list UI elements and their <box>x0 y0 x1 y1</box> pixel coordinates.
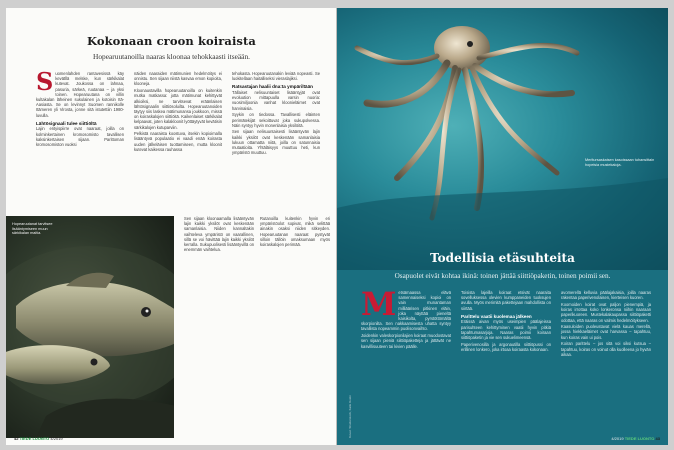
paragraph: Sen sijaan nelisuuntaisesti lisääntyvän lajin kaikki yksilöt ovat keskenään samanlaisia lukuun ottamatta niitä, joilla on satunnaisia mutaatioita. Yhtäläisyys muuttuu heti, kun ympäristö muuttuu. <box>232 129 320 156</box>
octopus <box>357 26 577 218</box>
paragraph: Tällaiset nelisuuntaiset lisääntyjät ovat evoluution mittapuulla varsin nuoria: vuosimiljoonia vanhat kloonieläimet ovat harvinaisia. <box>232 90 320 111</box>
issue-number: 4/2019 <box>611 436 624 441</box>
photo-credit: Kuvat: Shutterstock, Kalle Koski <box>348 395 352 438</box>
paragraph: avomerellä kelluvia päälajakaisia, joilla naaras rakentaa paperivenolaisen, kierteisen kuoren. <box>561 290 651 301</box>
subheading: Ratsastajan haalii dna:ta ympäriltään <box>232 84 313 90</box>
subheading: Lähtösignaali tulee siittiöltä <box>36 120 97 126</box>
dropcap: S <box>36 67 54 96</box>
paragraph: uomenlahden rantavesissä käy kevätllä melske, kun särkikalat kutevat. Joukossa on lahnaa, pasuria, särkeä, ruutanaa – ja yksi toinen. Hopearuutana on villin kultakalan läheinen sukulainen ja kotoisin Itä-Aasiasta. Se on levinnyt Suomen rannikolle Itämeren yli Virosta, jonne sitä istutettiin 1980-luvulla. <box>36 71 124 118</box>
dropcap: M <box>361 285 397 323</box>
paragraph: Toisista lajeilla koiraat etsivät naaraita sovelluksessa olevien kumppaneiden tuoksujen avulla. Myös merimitä pakettejaan mahdollista on siirtää. <box>461 290 551 311</box>
left-column-2 <box>134 71 222 154</box>
right-page <box>337 8 668 445</box>
page-number: 42 <box>14 436 19 441</box>
brand-name: TIEDE LUONTO <box>19 436 50 441</box>
paragraph: Pelkistä naaraista koostuva, itsekin kopioimalla lisääntyvä populaatio ei vaadi enää koirasta uuden jälkeläisen tuottamiseen, mutta kloonit kutevat kaikessa rauhassa <box>134 131 222 152</box>
octopus-photo <box>337 8 668 270</box>
left-page <box>6 8 337 445</box>
lower-column-2: Rutanoilla kuitenkin hyvin eri ympäristöolot sopivat, mikä selittää ainakin osaksi niiden sitkeyden. Hopearuutanan naaraat pystyvät silloin tällöin omaksumaan myös koiraskalojen perimää. <box>260 216 330 248</box>
right-page-title: Todellisia etäsuhteita <box>430 251 575 265</box>
octopus-eye <box>467 41 473 47</box>
subheading: Parittelu vaatii kuolemaa jälkeen <box>461 313 532 319</box>
paragraph: näiden naaraiden mätimunien hedelmöitys ei onnistu. Sen sijaan niistä kasvaa emon kopioita, klooneja. <box>134 71 222 87</box>
right-column-3 <box>561 290 651 358</box>
paragraph: Eräissä aivan myös useimpien päälajeissa parisuhteen kehittyminen vaatii hyvin pitkiä tapahtumasarjoja. Naaras poimii koiraan siittiöpaketin ja vie sen sukuelimeensä. <box>461 319 551 341</box>
issue-number: 4/2019 <box>50 436 63 441</box>
left-folio <box>14 436 63 441</box>
lower-column-1: Sen sijaan kloonaamalla lisääntyvän lajin kaikki yksilöt ovat keskenään samanlaisia. Niiden kannaltakin vaihteleva ympäristö on vaarallinen, sillä se voi hävittää lajin kaikki yksilöt kerralla. Sukupuolisesti lisääntyvillä on enemmän vaihtelua. <box>184 216 254 253</box>
paragraph: Kloonaustavilla hopearuutanoilla on kuitenkin mutka matkassa: jotta mätimunat kehittyvät alkioiksi, ne tarvitsevat eräänlaisen lähtösignaalin siittiösoluilta. Hopearuutanoiden täytyy siis laskea mätimunansa joukkoon, missä on koiraskalojen siittiöitä. Kaikenlaiset särkikalat kelpaavat, joten kalakloonit lyöttäytyvät kevätisin särkikalojen kutuparviin. <box>134 88 222 130</box>
paragraph: Koomoiden koirat ovat paljon pienempiä, ja koiras irrottaa koko lonkeronsa niihin naaraan paperikuoreen. Mustekalakaupassa siittiöpaketti odottaa, että naaras on valmis hedelmöitykseen. <box>561 301 651 323</box>
left-column-1 <box>36 67 124 149</box>
right-column-1 <box>361 285 451 350</box>
brand-name: TIEDE LUONTO <box>624 436 655 441</box>
right-column-2 <box>461 290 551 354</box>
paragraph: tehokasta. Hopearuutanakin leviää nopeasti. Se luokitellaan haitalliseksi vieraslajiksi. <box>232 71 320 82</box>
octopus-illustration <box>337 8 668 270</box>
right-folio <box>611 436 660 441</box>
paragraph: Joidenkin valeskorpionilajien koiraat muodostavat sen sijaan pieniä siittiöpaketteja ja jättävät ne kasvillisuuteen tai kivien päälle. <box>361 333 451 349</box>
left-page-subtitle: Hopearuutanoilla naaras kloonaa tehokkaasti itseään. <box>93 52 250 61</box>
page-number: 43 <box>655 436 660 441</box>
right-page-subtitle: Osapuolet eivät kohtaa ikinä: toinen jättää siittiöpaketin, toinen poimii sen. <box>394 272 611 280</box>
photo-caption: Meritursaskaisen kasoissaan tuhansittain hopeisia mustekaloja. <box>585 158 655 167</box>
paragraph: etsämaassa elävä samennaiseksi kopioi on vain munantaman milliäärisen pitkinen eläin, joka näyttää pieneltä kaisikolta, pyrstöttömältä skorpionilta. Sen nakkaamisesta uhatta syntyy tavallista nopeammin puolisonvaihto. <box>361 290 451 332</box>
paragraph: Kaasuloiden puoleustavat vielä kauas merellä, jossa hiekkaeläimet ovat harvassa – tapahtuu, kun koiras vain ui pois. <box>561 324 651 340</box>
photo-caption: Hopearuutanat tarvitsee lisääntymiseen muun särkikalan maitia. <box>12 222 53 236</box>
paragraph: Paperivenosilla ja argonautilla siittiöpussi on erillinen lonkero, joka irtoaa koiraasta kokonaan. <box>461 341 551 352</box>
paragraph: Syykin on tiedossa. Tavallisesti eläinten perimätekijät sekoittuvat joka sukupolvessa. Näin syntyy hyvin monenlaisia yksilöitä. <box>232 112 320 128</box>
left-column-3 <box>232 71 320 157</box>
paragraph: Lajin erityispiirre ovat naaraat, joilla on kolminkertainen kromosomisto tavallisen kaksinkertaisen sijaan. Parittoman kromosomiston vuoksi <box>36 126 124 148</box>
paragraph: Koiran parittelu – jos sitä voi siksi kutsua – tapahtuu, koiras on voinut olla kuolleena jo hyvän aikaa. <box>561 341 651 357</box>
left-page-title: Kokonaan croon koiraista <box>87 34 256 48</box>
fish-photo <box>6 216 174 438</box>
fish-illustration <box>6 216 174 438</box>
